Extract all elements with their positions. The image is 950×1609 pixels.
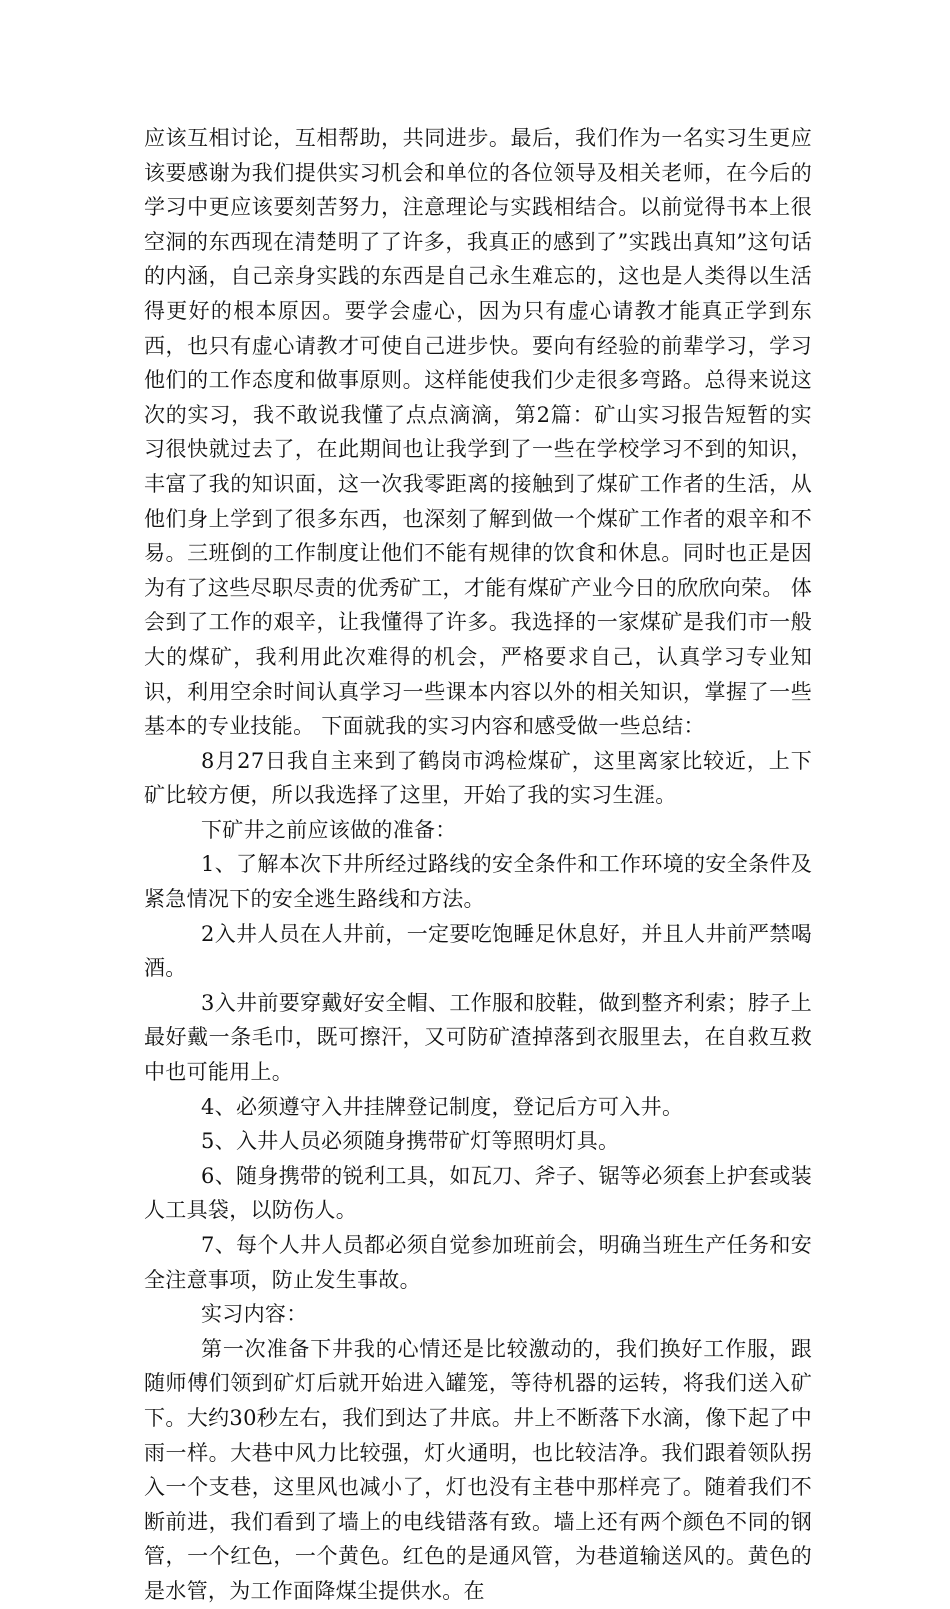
list-item-4: 4、必须遵守入井挂牌登记制度，登记后方可入井。 bbox=[201, 1094, 684, 1119]
paragraph-first-descent: 第一次准备下井我的心情还是比较激动的，我们换好工作服，跟随师傅们领到矿灯后就开始进入罐笼，等待机器的运转，将我们送入矿下。大约30秒左右，我们到达了井底。井上不断落下水滴，像下起了中雨一样。大巷中风力比较强，灯火通明，也比较洁净。我们跟着领队拐入一个支巷，这里风也减小了，灯也没有主巷中那样亮了。随着我们不断前进，我们看到了墙上的电线错落有致。墙上还有两个颜色不同的钢管，一个红色，一个黄色。红色的是通风管，为巷道输送风的。黄色的是水管，为工作面降煤尘提供水。在 bbox=[144, 1336, 812, 1603]
list-item-2: 2入井人员在人井前，一定要吃饱睡足休息好，并且人井前严禁喝酒。 bbox=[144, 921, 812, 981]
list-item-7: 7、每个人井人员都必须自觉参加班前会，明确当班生产任务和安全注意事项，防止发生事故。 bbox=[144, 1233, 812, 1292]
list-item-1: 1、了解本次下井所经过路线的安全条件和工作环境的安全条件及紧急情况下的安全逃生路线和方法。 bbox=[144, 852, 812, 912]
paragraph-intro: 应该互相讨论，互相帮助，共同进步。最后，我们作为一名实习生更应该要感谢为我们提供实习机会和单位的各位领导及相关老师，在今后的学习中更应该要刻苦努力，注意理论与实践相结合。以前觉得书本上很空洞的东西现在清楚明了了许多，我真正的感到了”实践出真知”这句话的内涵，自己亲身实践的东西是自己永生难忘的，这也是人类得以生活得更好的根本原因。要学会虚心，因为只有虚心请教才能真正学到东西，也只有虚心请教才可使自己进步快。要向有经验的前辈学习，学习他们的工作态度和做事原则。这样能使我们少走很多弯路。总得来说这次的实习，我不敢说我懂了点点滴滴，第2篇：矿山实习报告短暂的实习很快就过去了，在此期间也让我学到了一些在学校学习不到的知识，丰富了我的知识面，这一次我零距离的接触到了煤矿工作者的生活，从他们身上学到了很多东西，也深刻了解到做一个煤矿工作者的艰辛和不易。三班倒的工作制度让他们不能有规律的饮食和休息。同时也正是因为有了这些尽职尽责的优秀矿工，才能有煤矿产业今日的欣欣向荣。 体会到了工作的艰辛，让我懂得了许多。我选择的一家煤矿是我们市一般大的煤矿，我利用此次难得的机会，严格要求自己，认真学习专业知识，利用空余时间认真学习一些课本内容以外的相关知识，掌握了一些基本的专业技能。 下面就我的实习内容和感受做一些总结： bbox=[144, 126, 812, 739]
section-heading-preparation: 下矿井之前应该做的准备： bbox=[201, 817, 457, 842]
list-item-6: 6、随身携带的锐利工具，如瓦刀、斧子、锯等必须套上护套或装人工具袋，以防伤人。 bbox=[144, 1163, 812, 1223]
list-item-3: 3入井前要穿戴好安全帽、工作服和胶鞋，做到整齐利索；脖子上最好戴一条毛巾，既可擦汗，又可防矿渣掉落到衣服里去，在自救互救中也可能用上。 bbox=[144, 990, 812, 1085]
section-heading-content: 实习内容： bbox=[201, 1302, 308, 1327]
list-item-5: 5、入井人员必须随身携带矿灯等照明灯具。 bbox=[201, 1129, 620, 1154]
paragraph-arrival: 8月27日我自主来到了鹤岗市鸿检煤矿，这里离家比较近，上下矿比较方便，所以我选择了这里，开始了我的实习生涯。 bbox=[144, 748, 812, 808]
document-body bbox=[144, 121, 812, 1609]
